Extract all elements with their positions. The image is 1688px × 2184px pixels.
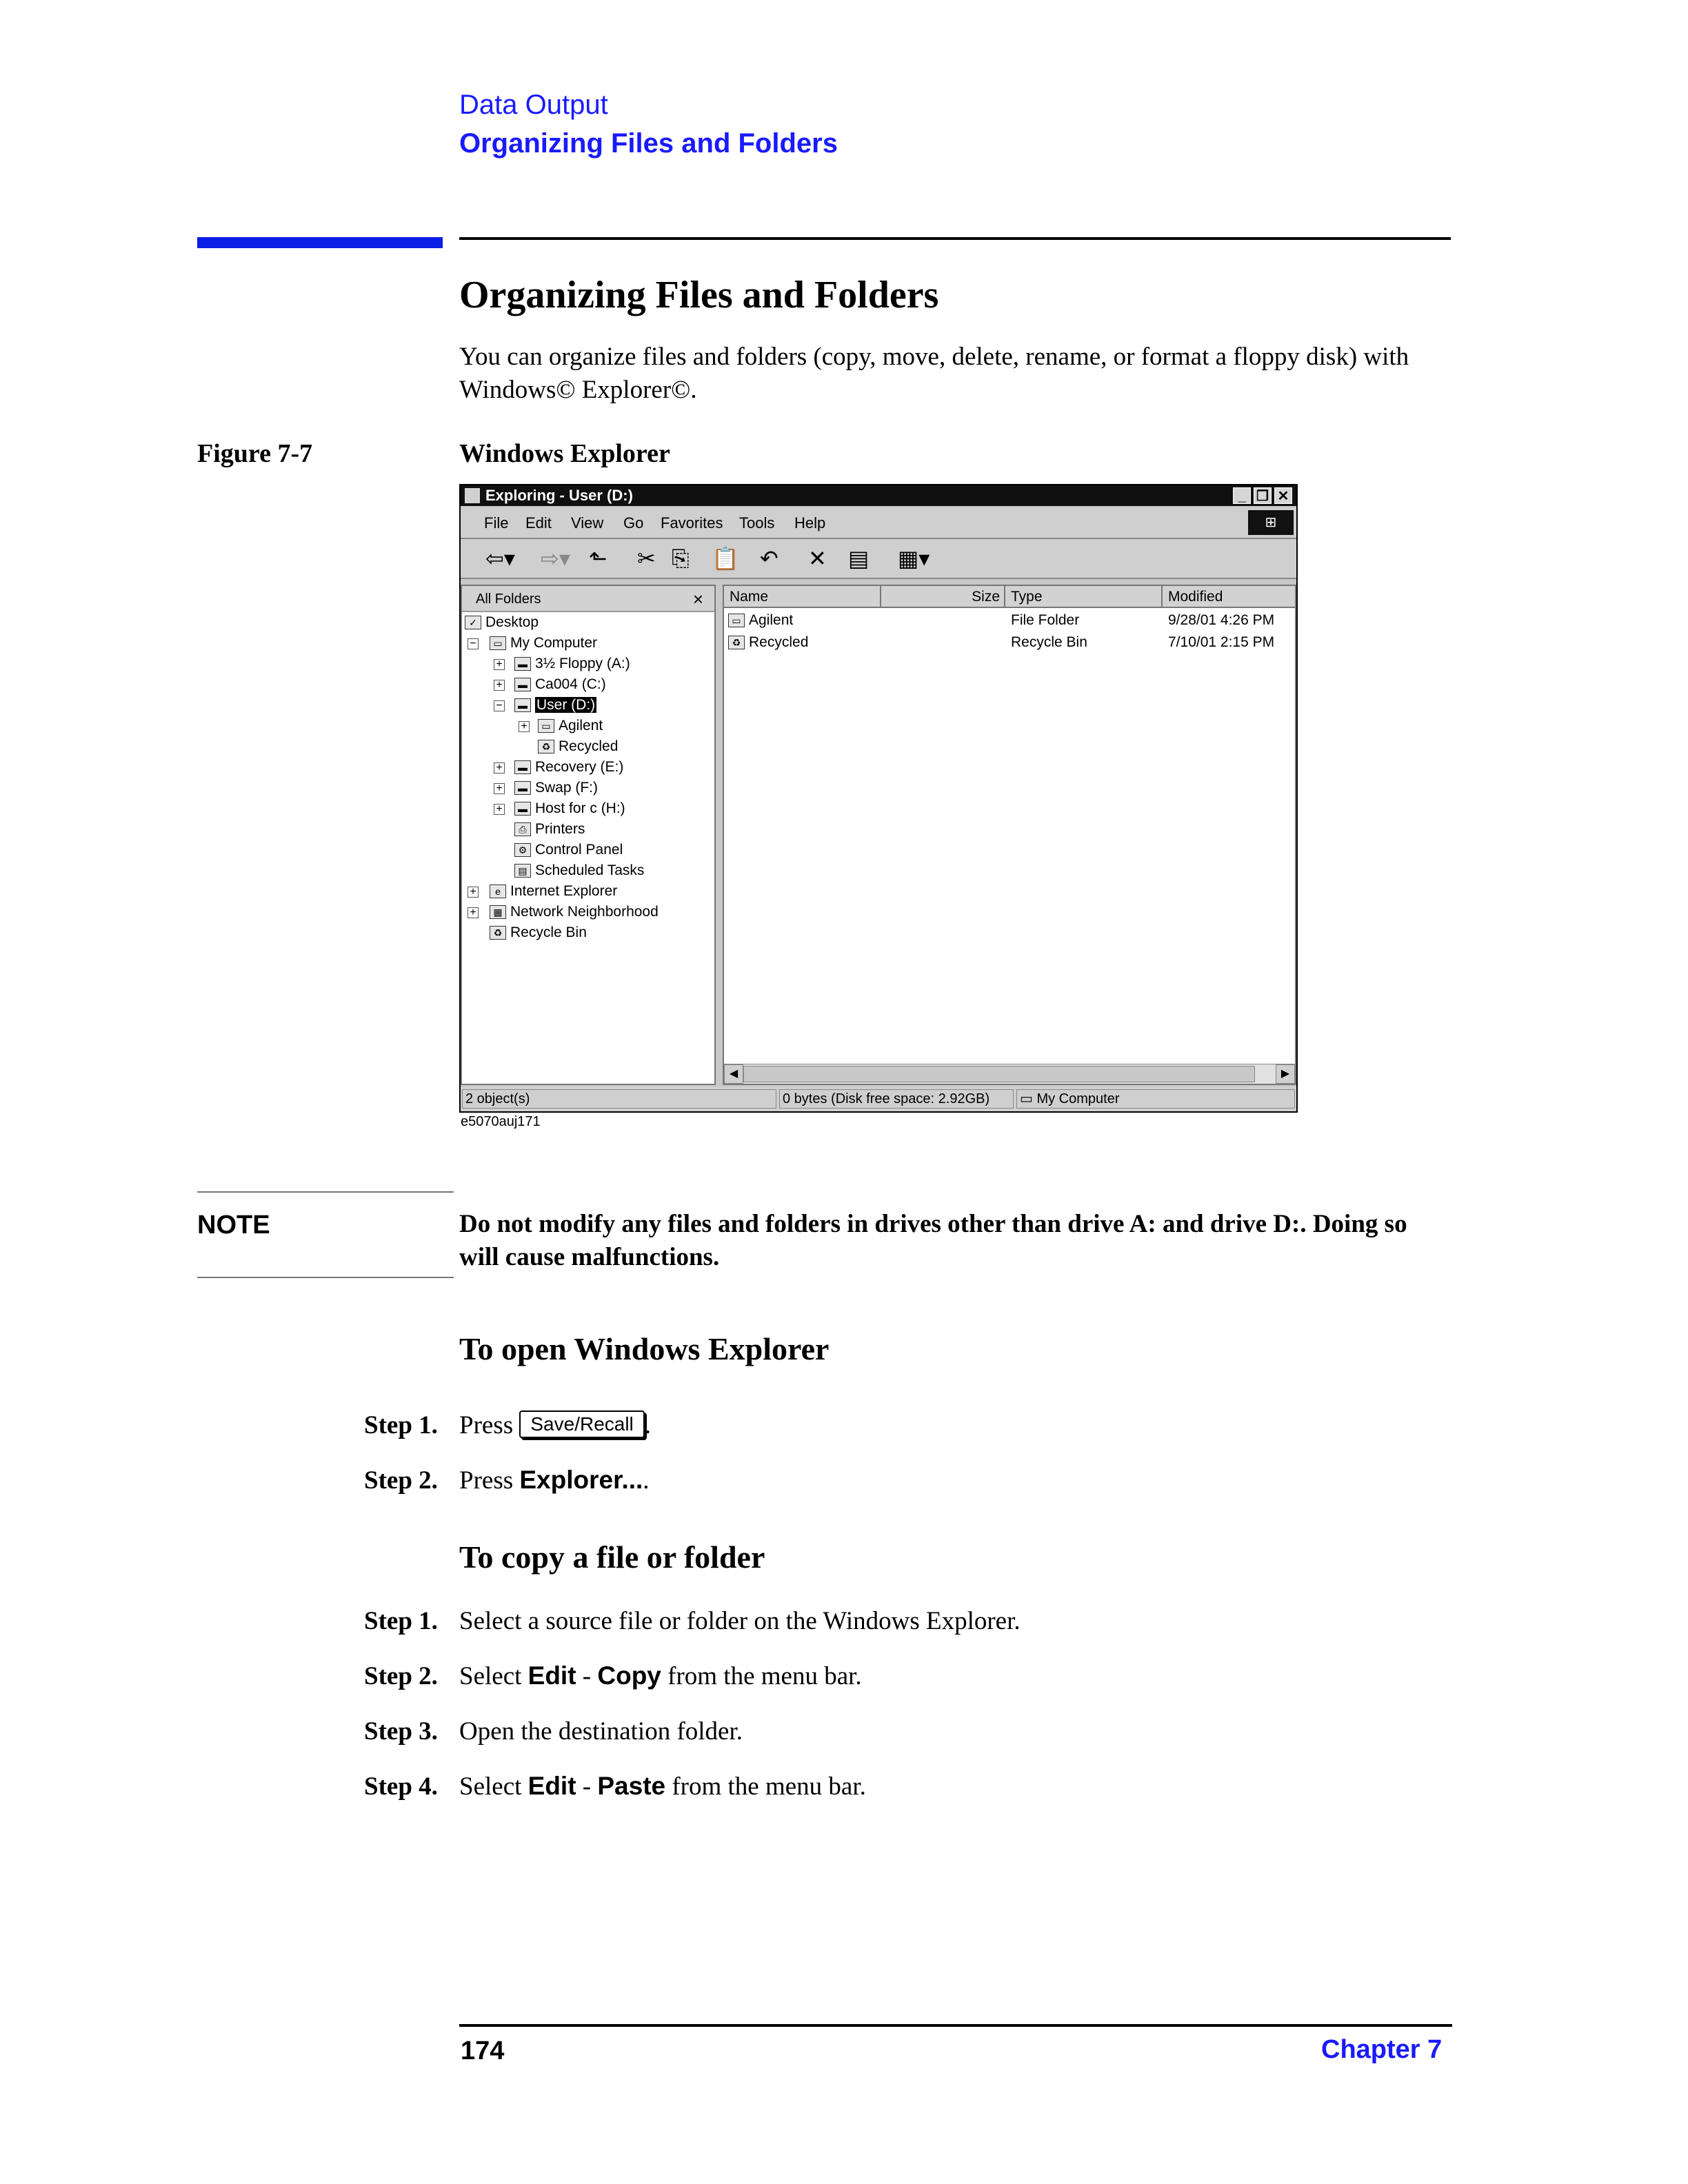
desktop-icon: ✓ xyxy=(465,616,481,629)
file-modified: 9/28/01 4:26 PM xyxy=(1168,612,1275,628)
folder-tree-pane xyxy=(461,585,716,1085)
figure-caption: e5070auj171 xyxy=(461,1114,541,1129)
file-row[interactable] xyxy=(728,612,793,629)
collapse-icon[interactable]: − xyxy=(494,700,505,711)
cut-icon[interactable]: ✂ xyxy=(637,546,656,571)
step-label: Step 2. xyxy=(364,1662,438,1690)
tree-item[interactable] xyxy=(538,738,618,756)
tree-item[interactable] xyxy=(514,841,623,859)
expand-icon[interactable]: + xyxy=(494,680,505,691)
column-header-type[interactable]: Type xyxy=(1005,586,1163,608)
header-rule xyxy=(459,237,1451,240)
internet-explorer-icon: e xyxy=(490,884,506,898)
scheduled-tasks-icon: ▤ xyxy=(514,864,531,878)
collapse-icon[interactable]: − xyxy=(468,638,479,649)
file-name: Recycled xyxy=(749,634,809,650)
tree-item-label: Printers xyxy=(535,821,585,837)
menu-ref-edit: Edit xyxy=(528,1772,576,1800)
intro-paragraph: You can organize files and folders (copy, move, delete, rename, or format a floppy disk) with Windows© Explorer©. xyxy=(459,343,1409,404)
tree-item-label: Swap (F:) xyxy=(535,780,599,796)
up-folder-icon[interactable]: ⬑ xyxy=(589,546,607,571)
chapter-label: Chapter 7 xyxy=(1321,2035,1443,2064)
column-header-name[interactable]: Name xyxy=(724,586,881,608)
menu-help[interactable]: Help xyxy=(794,514,826,532)
step-text-post: . xyxy=(643,1466,650,1495)
tree-item[interactable] xyxy=(514,779,598,797)
recycle-bin-icon: ♻ xyxy=(728,636,745,649)
step-text-pre: Select xyxy=(459,1772,528,1801)
section-copy-file xyxy=(459,1539,765,1575)
menu-ref-copy: Copy xyxy=(597,1661,661,1690)
explorer-icon xyxy=(465,488,480,503)
left-pane-title: All Folders xyxy=(476,592,541,607)
scroll-left-icon[interactable]: ◀ xyxy=(724,1064,743,1084)
tree-item[interactable] xyxy=(465,614,539,631)
control-panel-icon: ⚙ xyxy=(514,843,531,857)
step-text xyxy=(459,1410,651,1440)
note-rule-top xyxy=(197,1191,454,1193)
menu-tools[interactable]: Tools xyxy=(739,514,775,532)
note-rule-bottom xyxy=(197,1277,454,1278)
hard-drive-icon: ▬ xyxy=(514,760,531,774)
status-disk-space: 0 bytes (Disk free space: 2.92GB) xyxy=(779,1089,1014,1109)
tree-item-label: Host for c (H:) xyxy=(535,800,625,816)
step-label: Step 4. xyxy=(364,1772,438,1801)
section-heading: To copy a file or folder xyxy=(459,1539,765,1575)
file-name: Agilent xyxy=(749,612,794,628)
step-label: Step 1. xyxy=(364,1607,438,1635)
page-title: Organizing Files and Folders xyxy=(459,274,939,316)
file-list-pane xyxy=(723,585,1296,1085)
scroll-right-icon[interactable]: ▶ xyxy=(1276,1064,1295,1084)
page-number: 174 xyxy=(461,2036,505,2065)
step-text: Open the destination folder. xyxy=(459,1717,743,1746)
toolbar xyxy=(461,539,1296,579)
status-objects: 2 object(s) xyxy=(462,1089,776,1109)
my-computer-icon: ▭ xyxy=(490,636,506,650)
expand-icon[interactable]: + xyxy=(494,804,505,815)
hard-drive-icon: ▬ xyxy=(514,781,531,795)
recycle-bin-icon: ♻ xyxy=(490,926,506,940)
network-drive-icon: ▬ xyxy=(514,802,531,816)
folder-icon: ▭ xyxy=(728,614,745,627)
delete-icon[interactable]: ✕ xyxy=(808,546,827,571)
my-computer-icon: ▭ xyxy=(1020,1091,1037,1106)
menu-favorites[interactable]: Favorites xyxy=(661,514,723,532)
folder-icon: ▭ xyxy=(538,719,554,733)
tree-item[interactable] xyxy=(514,676,606,694)
step-text-post: from the menu bar. xyxy=(661,1662,862,1690)
footer-rule xyxy=(459,2024,1452,2027)
step-text-sep: - xyxy=(576,1662,598,1690)
menu-view[interactable]: View xyxy=(571,514,604,532)
tree-item-label: Scheduled Tasks xyxy=(535,862,645,878)
figure-title: Windows Explorer xyxy=(459,439,670,468)
restore-icon[interactable]: ❐ xyxy=(1254,487,1272,504)
menu-file[interactable]: File xyxy=(484,514,509,532)
expand-icon[interactable]: + xyxy=(494,783,505,794)
paste-icon[interactable]: 📋 xyxy=(712,546,739,571)
tree-item-label: Desktop xyxy=(485,614,539,630)
tree-item-label: Recovery (E:) xyxy=(535,759,624,775)
step-text-pre: Press xyxy=(459,1466,520,1495)
back-icon[interactable]: ⇦▾ xyxy=(485,546,515,571)
tree-item[interactable] xyxy=(490,903,659,921)
figure-label: Figure 7-7 xyxy=(197,439,313,468)
step-label: Step 2. xyxy=(364,1466,438,1495)
close-pane-icon[interactable]: × xyxy=(692,589,703,609)
file-modified: 7/10/01 2:15 PM xyxy=(1168,634,1275,650)
copy-icon[interactable]: ⎘ xyxy=(672,546,690,571)
horizontal-scrollbar[interactable] xyxy=(724,1064,1295,1084)
expand-icon[interactable]: + xyxy=(468,887,479,898)
softkey-explorer: Explorer... xyxy=(519,1466,643,1494)
minimize-icon[interactable]: _ xyxy=(1233,487,1251,504)
column-header-size[interactable]: Size xyxy=(881,586,1005,608)
tree-item[interactable] xyxy=(514,862,644,880)
running-header-subsection: Organizing Files and Folders xyxy=(459,128,838,159)
running-header-section: Data Output xyxy=(459,90,608,120)
explorer-screenshot xyxy=(459,484,1298,1113)
windows-logo-icon: ⊞ xyxy=(1248,510,1294,535)
status-location xyxy=(1016,1089,1295,1109)
hard-drive-icon: ▬ xyxy=(514,698,531,712)
menu-ref-edit: Edit xyxy=(528,1661,576,1690)
step-text xyxy=(459,1661,862,1691)
printers-icon: ⎙ xyxy=(514,822,531,836)
tree-item-label: User (D:) xyxy=(536,697,596,713)
step-text xyxy=(459,1772,866,1801)
tree-item-label: My Computer xyxy=(510,635,598,651)
expand-icon[interactable]: + xyxy=(494,659,505,670)
step-text: Select a source file or folder on the Windows Explorer. xyxy=(459,1607,1021,1635)
tree-item[interactable] xyxy=(514,820,585,838)
step-text-pre: Press xyxy=(459,1411,520,1439)
expand-icon[interactable]: + xyxy=(519,721,530,732)
left-pane-header xyxy=(462,586,714,612)
scroll-thumb[interactable] xyxy=(743,1066,1255,1082)
floppy-drive-icon: ▬ xyxy=(514,657,531,671)
network-neighborhood-icon: ▦ xyxy=(490,905,506,919)
file-type: Recycle Bin xyxy=(1011,634,1087,650)
tree-item-label: Internet Explorer xyxy=(510,883,618,899)
tree-item[interactable] xyxy=(514,800,625,818)
note-text: Do not modify any files and folders in drives other than drive A: and drive D:. Doing so will cause malfunctions. xyxy=(459,1210,1407,1271)
step-label: Step 3. xyxy=(364,1717,438,1746)
window-titlebar xyxy=(461,485,1296,506)
tree-item-label: Recycle Bin xyxy=(510,924,587,940)
step-text-post: . xyxy=(644,1411,652,1439)
section-marker-bar xyxy=(197,237,443,248)
tree-item[interactable] xyxy=(490,634,597,652)
step-text-post: from the menu bar. xyxy=(665,1772,866,1801)
recycle-bin-icon: ♻ xyxy=(538,740,554,754)
file-row[interactable] xyxy=(728,634,808,651)
tree-item-label: Agilent xyxy=(559,718,603,734)
tree-item-label: 3½ Floppy (A:) xyxy=(535,656,630,671)
step-text-pre: Select xyxy=(459,1662,528,1690)
tree-item[interactable] xyxy=(538,717,603,735)
note-label: NOTE xyxy=(197,1211,270,1240)
tree-item[interactable] xyxy=(490,924,587,942)
file-type: File Folder xyxy=(1011,612,1080,628)
tree-item-selected[interactable] xyxy=(514,696,596,714)
tree-item-label: Ca004 (C:) xyxy=(535,676,606,692)
expand-icon[interactable]: + xyxy=(494,762,505,774)
properties-icon[interactable]: ▤ xyxy=(848,546,870,571)
tree-item-label: Control Panel xyxy=(535,842,623,858)
tree-item-label: Recycled xyxy=(559,738,619,754)
views-icon[interactable]: ▦▾ xyxy=(898,546,930,571)
column-header-modified[interactable]: Modified xyxy=(1163,586,1295,608)
section-heading: To open Windows Explorer xyxy=(459,1331,830,1366)
status-location-label: My Computer xyxy=(1036,1091,1120,1106)
expand-icon[interactable]: + xyxy=(468,907,479,918)
step-label: Step 1. xyxy=(364,1411,438,1439)
tree-item[interactable] xyxy=(514,655,630,673)
menu-ref-paste: Paste xyxy=(597,1772,666,1800)
section-open-explorer xyxy=(459,1331,829,1367)
status-bar xyxy=(461,1086,1296,1111)
menu-bar xyxy=(461,507,1296,539)
forward-icon[interactable]: ⇨▾ xyxy=(541,546,570,571)
menu-edit[interactable]: Edit xyxy=(525,514,552,532)
close-icon[interactable]: ✕ xyxy=(1274,487,1292,504)
tree-item-label: Network Neighborhood xyxy=(510,904,659,920)
window-title: Exploring - User (D:) xyxy=(485,487,633,504)
hard-drive-icon: ▬ xyxy=(514,678,531,691)
step-text xyxy=(459,1466,650,1495)
tree-item[interactable] xyxy=(514,758,623,776)
undo-icon[interactable]: ↶ xyxy=(760,546,778,571)
step-text-sep: - xyxy=(576,1772,598,1801)
tree-item[interactable] xyxy=(490,882,617,900)
save-recall-key[interactable]: Save/Recall xyxy=(519,1410,644,1438)
menu-go[interactable]: Go xyxy=(623,514,644,532)
